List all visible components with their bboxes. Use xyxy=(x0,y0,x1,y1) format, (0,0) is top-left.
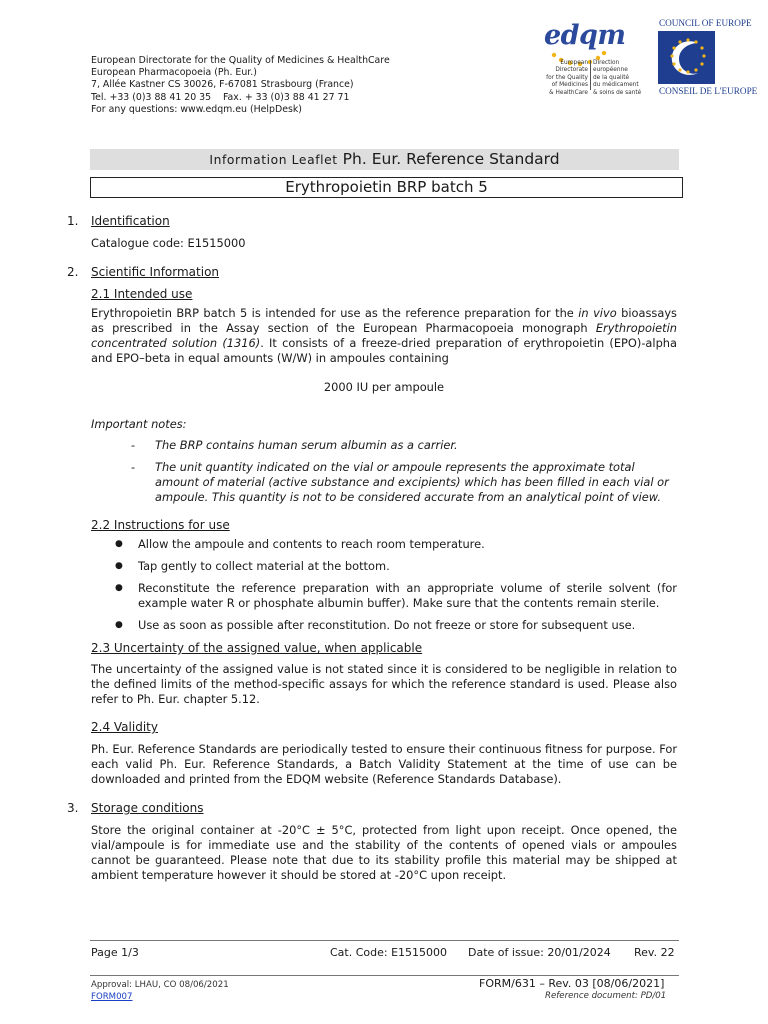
bullet-4: ● xyxy=(115,620,123,630)
note-1: The BRP contains human serum albumin as a carrier. xyxy=(155,438,458,452)
section-2-heading: Scientific Information xyxy=(91,265,220,279)
edqm-divider xyxy=(590,60,591,90)
coe-emblem xyxy=(658,31,715,84)
address-line-2: European Pharmacopoeia (Ph. Eur.) xyxy=(91,67,257,79)
edqm-english-text: European Directorate for the Quality of Medicines & HealthCare xyxy=(546,60,588,96)
uncertainty-paragraph: The uncertainty of the assigned value is not stated since it is considered to be negligible in relation to the defined limits of the method-specific assays for which the reference standard is used. Please also refer to Ph. Eur. chapter 5.12. xyxy=(91,662,677,706)
bullet-2: ● xyxy=(115,561,123,571)
footer-issue-date: Date of issue: 20/01/2024 xyxy=(468,946,611,959)
note-dash-2: - xyxy=(131,460,136,474)
subsection-2-4-heading: 2.4 Validity xyxy=(91,720,158,734)
ampoule-content: 2000 IU per ampoule xyxy=(323,380,445,394)
subsection-2-2-heading: 2.2 Instructions for use xyxy=(91,518,230,532)
document-title-bar xyxy=(90,149,679,170)
storage-paragraph: Store the original container at -20°C ± 5°C, protected from light upon receipt. Once opened, the vial/ampoule is for immediate use and the stability of the contents of opened vials or ampoules cannot be guaranteed. Please note that due to its stability profile this material may be shipped at ambient temperature however it should be stored at -20°C upon receipt. xyxy=(91,823,677,882)
header-address xyxy=(91,55,390,116)
catalogue-code: Catalogue code: E1515000 xyxy=(91,236,246,250)
section-1-number: 1. xyxy=(67,214,79,228)
bullet-1: ● xyxy=(115,539,123,549)
title-main: Ph. Eur. Reference Standard xyxy=(342,150,560,168)
address-line-5: For any questions: www.edqm.eu (HelpDesk) xyxy=(91,103,302,115)
council-of-europe-logo xyxy=(657,18,768,100)
address-line-1: European Directorate for the Quality of Medicines & HealthCare xyxy=(91,55,390,66)
form-reference: FORM/631 – Rev. 03 [08/06/2021] xyxy=(479,977,665,990)
page-number: Page 1/3 xyxy=(91,946,139,959)
reference-document: Reference document: PD/01 xyxy=(545,991,667,1001)
coe-emblem-icon xyxy=(658,31,715,84)
intended-use-paragraph: Erythropoietin BRP batch 5 is intended for use as the reference preparation for the in vivo bioassays as prescribed in the Assay section of the European Pharmacopoeia monograph Erythropoietin concentrated solution (1316). It consists of a freeze-dried preparation of erythropoietin (EPO)-alpha and EPO–beta in equal amounts (W/W) in ampoules containing xyxy=(91,306,678,365)
section-3-heading: Storage conditions xyxy=(91,801,204,815)
footer-rule-bottom xyxy=(90,975,679,976)
product-title: Erythropoietin BRP batch 5 xyxy=(90,177,683,198)
address-line-3: 7, Allée Kastner CS 30026, F-67081 Strasbourg (France) xyxy=(91,79,354,91)
section-3-number: 3. xyxy=(67,801,79,815)
edqm-wordmark: edqm xyxy=(544,20,626,51)
address-line-4: Tel. +33 (0)3 88 41 20 35 Fax. + 33 (0)3 88 41 27 71 xyxy=(91,91,350,103)
bullet-3: ● xyxy=(115,583,123,593)
instruction-4: Use as soon as possible after reconstitution. Do not freeze or store for subsequent use. xyxy=(138,618,636,632)
instruction-1: Allow the ampoule and contents to reach room temperature. xyxy=(138,537,485,551)
section-1-heading: Identification xyxy=(91,214,170,228)
footer-rule-top xyxy=(90,940,679,941)
coe-bottom-text: CONSEIL DE L'EUROPE xyxy=(659,86,758,96)
edqm-french-text: Direction européenne de la qualité du médicament & soins de santé xyxy=(593,60,642,96)
important-notes-title: Important notes: xyxy=(91,417,187,431)
note-2: The unit quantity indicated on the vial or ampoule represents the approximate total amount of material (active substance and excipients) which has been filled in each vial or ampoule. This quantity is not to be considered accurate from an analytical point of view. xyxy=(155,460,669,504)
subsection-2-1-heading: 2.1 Intended use xyxy=(91,287,193,301)
validity-paragraph: Ph. Eur. Reference Standards are periodically tested to ensure their continuous fitness for purpose. For each valid Ph. Eur. Reference Standards, a Batch Validity Statement at the time of use can be downloaded and printed from the EDQM website (Reference Standards Database). xyxy=(91,742,678,786)
footer-revision: Rev. 22 xyxy=(634,946,675,959)
title-prefix: Information Leaflet xyxy=(209,153,338,167)
footer-cat-code: Cat. Code: E1515000 xyxy=(330,946,448,959)
approval-info: Approval: LHAU, CO 08/06/2021 xyxy=(91,980,229,990)
instruction-3: Reconstitute the reference preparation with an appropriate volume of sterile solvent (for example water R or phosphate albumin buffer). Make sure that the contents remain sterile. xyxy=(138,581,677,610)
note-dash-1: - xyxy=(131,438,136,452)
subsection-2-3-heading: 2.3 Uncertainty of the assigned value, when applicable xyxy=(91,641,423,655)
form-link[interactable]: FORM007 xyxy=(91,992,133,1002)
section-2-number: 2. xyxy=(67,265,79,279)
coe-top-text: COUNCIL OF EUROPE xyxy=(659,18,752,28)
edqm-logo xyxy=(530,20,650,98)
instruction-2: Tap gently to collect material at the bottom. xyxy=(138,559,390,573)
